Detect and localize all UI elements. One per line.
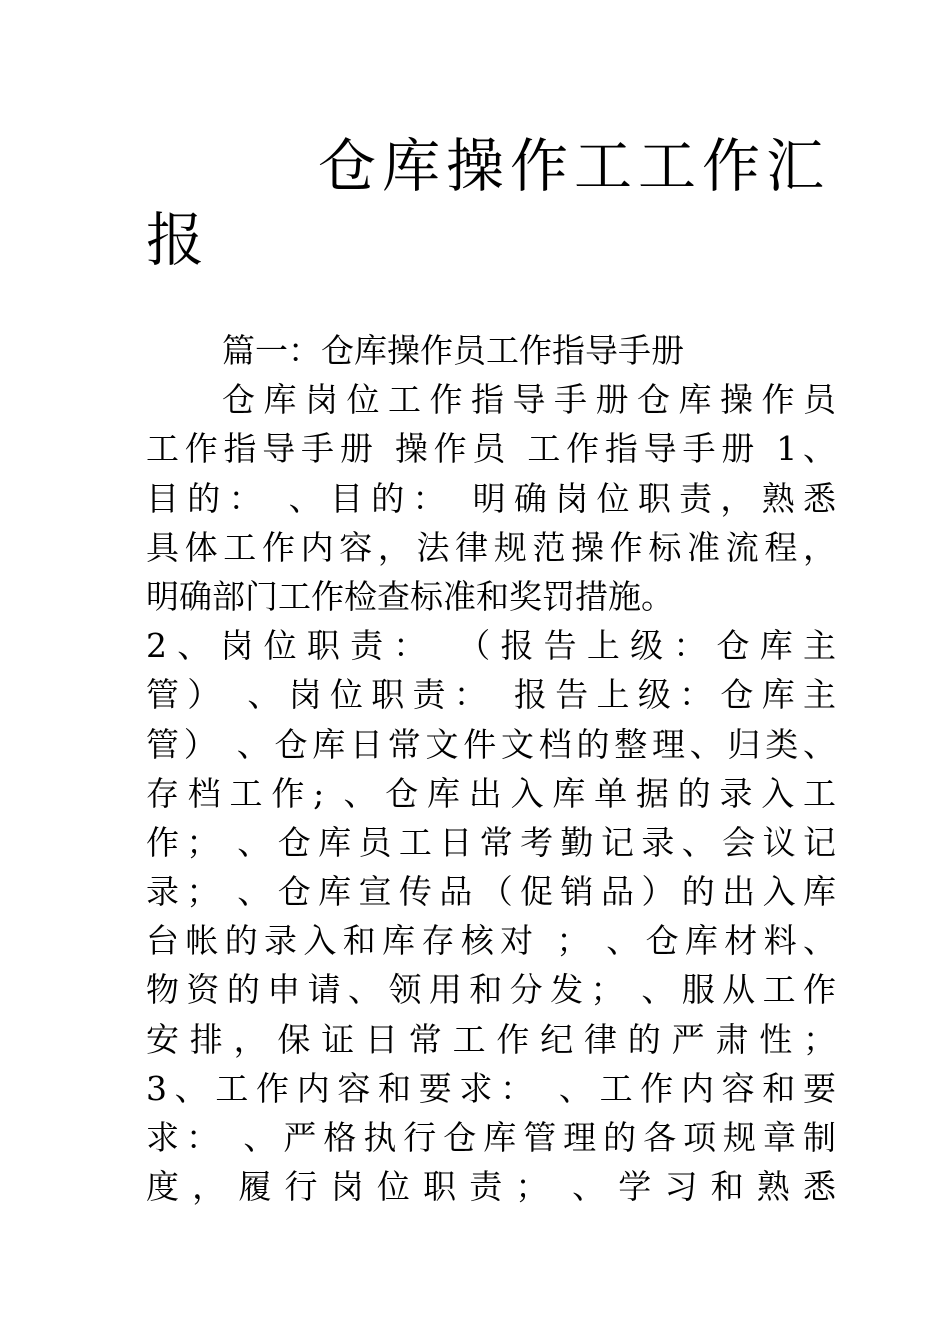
body-line: 录； 、仓库宣传品（促销品）的出入库 bbox=[146, 872, 836, 912]
body-line: 度，履行岗位职责； 、学习和熟悉 bbox=[146, 1167, 836, 1207]
body-line: 存档工作; 、仓库出入库单据的录入工 bbox=[146, 773, 836, 813]
body-line: 3、工作内容和要求： 、工作内容和要 bbox=[146, 1068, 836, 1108]
body-line: 安排，保证日常工作纪律的严肃性； bbox=[146, 1019, 836, 1059]
body-line: 工作指导手册 操作员 工作指导手册 1、 bbox=[146, 429, 836, 469]
body-line: 管） 、岗位职责： 报告上级：仓库主 bbox=[146, 675, 836, 715]
body-line: 仓库岗位工作指导手册仓库操作员 bbox=[222, 380, 836, 420]
document-title-line-1: 仓库操作工工作汇 bbox=[318, 132, 831, 200]
body-line: 具体工作内容，法律规范操作标准流程， bbox=[146, 527, 836, 567]
section-heading: 篇一：仓库操作员工作指导手册 bbox=[222, 331, 684, 370]
document-body bbox=[146, 326, 836, 1211]
body-line: 物资的申请、领用和分发； 、服从工作 bbox=[146, 970, 836, 1010]
body-line: 目的： 、目的： 明确岗位职责，熟悉 bbox=[146, 478, 836, 518]
body-line: 明确部门工作检查标准和奖罚措施。 bbox=[146, 576, 674, 616]
body-line: 台帐的录入和库存核对 ； 、仓库材料、 bbox=[146, 921, 836, 961]
body-line: 作； 、仓库员工日常考勤记录、会议记 bbox=[146, 822, 836, 862]
body-line: 管） 、仓库日常文件文档的整理、归类、 bbox=[146, 724, 836, 764]
body-line: 2、岗位职责： （报告上级：仓库主 bbox=[146, 626, 836, 666]
document-title-line-2: 报 bbox=[146, 206, 211, 274]
body-line: 求： 、严格执行仓库管理的各项规章制 bbox=[146, 1118, 836, 1157]
